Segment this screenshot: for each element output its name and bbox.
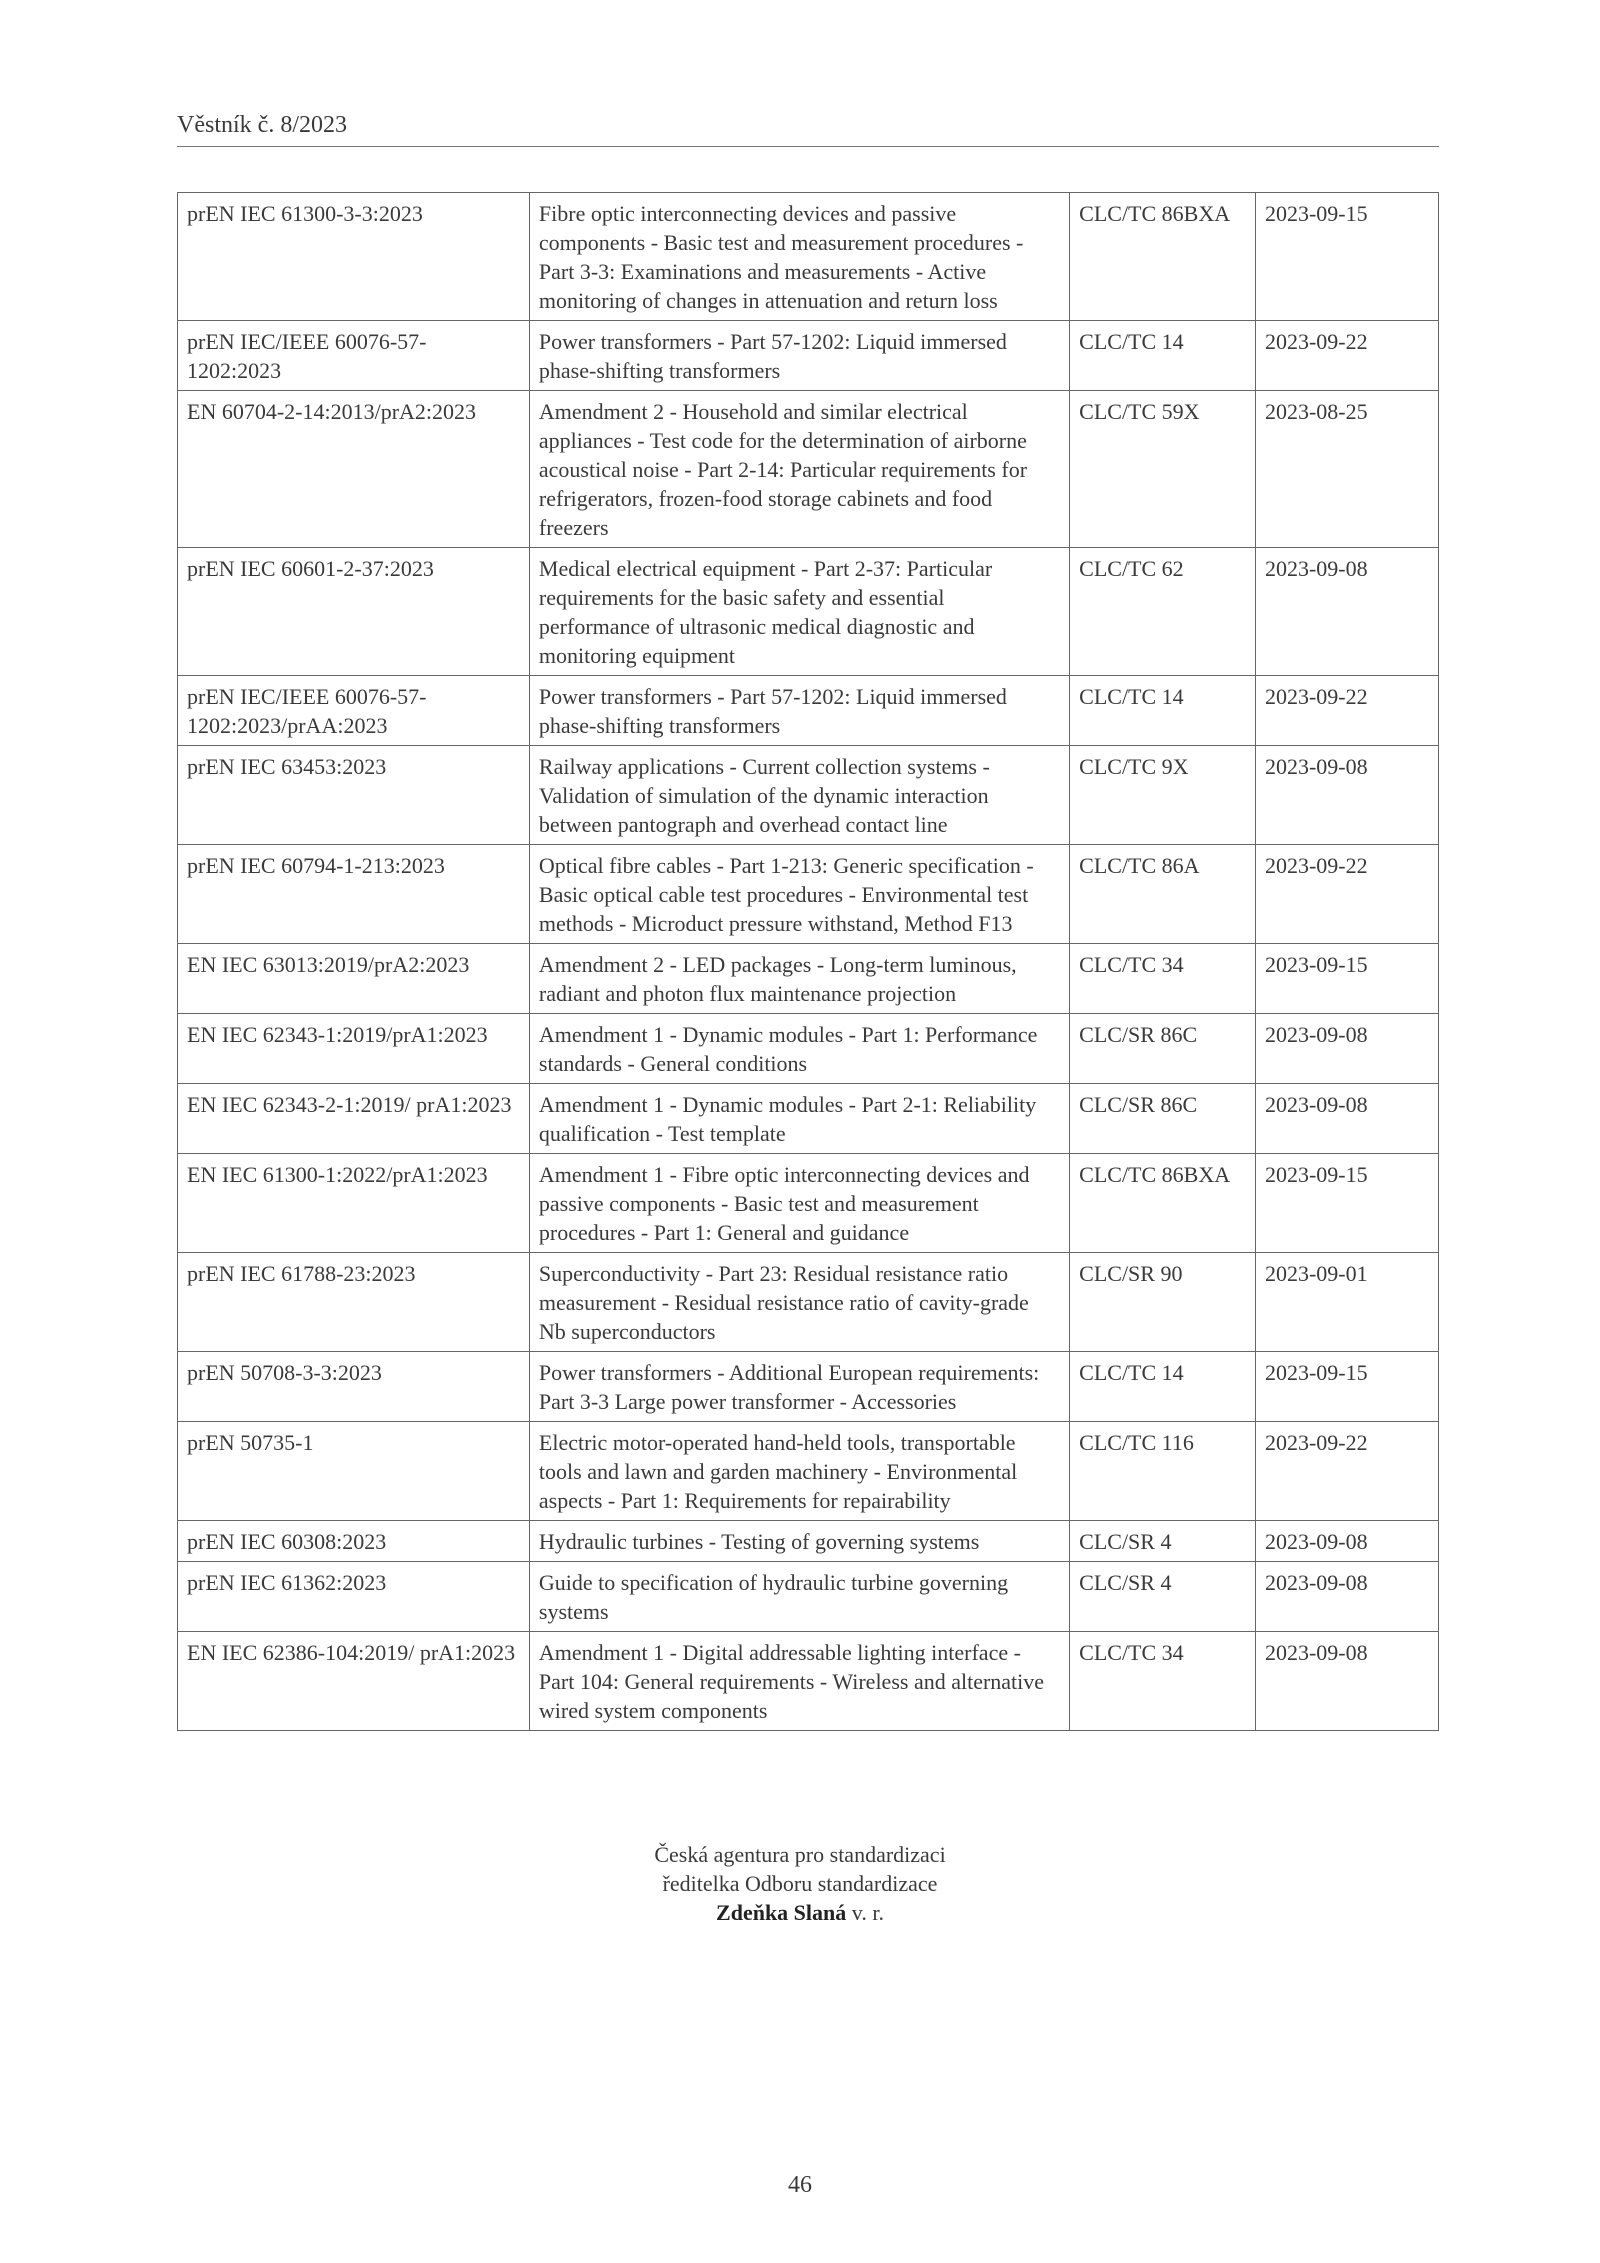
table-row [178,1352,1439,1422]
table-row [178,1014,1439,1084]
standard-code-cell: prEN IEC 60794-1-213:2023 [178,845,530,944]
page-header-title: Věstník č. 8/2023 [177,112,347,138]
table-row [178,1422,1439,1521]
standard-code-cell: EN IEC 62343-1:2019/prA1:2023 [178,1014,530,1084]
deadline-date-cell: 2023-09-08 [1255,1562,1438,1632]
committee-cell: CLC/TC 62 [1070,548,1256,676]
committee-cell: CLC/TC 14 [1070,676,1256,746]
committee-cell: CLC/SR 4 [1070,1521,1256,1562]
deadline-date-cell: 2023-09-22 [1255,1422,1438,1521]
deadline-date-cell: 2023-09-15 [1255,1352,1438,1422]
deadline-date-cell: 2023-09-22 [1255,676,1438,746]
deadline-date-cell: 2023-09-15 [1255,944,1438,1014]
table-row [178,193,1439,321]
standard-code-cell: prEN IEC 61788-23:2023 [178,1253,530,1352]
signatory-suffix: v. r. [846,1900,884,1925]
deadline-date-cell: 2023-08-25 [1255,391,1438,548]
committee-cell: CLC/SR 86C [1070,1014,1256,1084]
deadline-date-cell: 2023-09-01 [1255,1253,1438,1352]
standard-title-cell: Power transformers - Part 57-1202: Liquid immersed phase-shifting transformers [529,321,1069,391]
table-row [178,1562,1439,1632]
standard-code-cell: EN IEC 62386-104:2019/ prA1:2023 [178,1632,530,1731]
standard-title-cell: Railway applications - Current collection systems - Validation of simulation of the dynamic interaction between pantograph and overhead contact line [529,746,1069,845]
committee-cell: CLC/TC 86BXA [1070,193,1256,321]
deadline-date-cell: 2023-09-22 [1255,845,1438,944]
committee-cell: CLC/TC 14 [1070,321,1256,391]
standard-title-cell: Amendment 1 - Dynamic modules - Part 2-1: Reliability qualification - Test template [529,1084,1069,1154]
standard-title-cell: Hydraulic turbines - Testing of governing systems [529,1521,1069,1562]
standard-code-cell: prEN IEC/IEEE 60076-57-1202:2023/prAA:2023 [178,676,530,746]
committee-cell: CLC/TC 34 [1070,944,1256,1014]
standard-title-cell: Amendment 1 - Dynamic modules - Part 1: Performance standards - General conditions [529,1014,1069,1084]
deadline-date-cell: 2023-09-15 [1255,1154,1438,1253]
table-row [178,321,1439,391]
committee-cell: CLC/SR 86C [1070,1084,1256,1154]
standard-code-cell: prEN IEC 61362:2023 [178,1562,530,1632]
signatory-name: Zdeňka Slaná [716,1900,847,1925]
standard-code-cell: prEN IEC 61300-3-3:2023 [178,193,530,321]
table-row [178,845,1439,944]
standard-title-cell: Optical fibre cables - Part 1-213: Generic specification - Basic optical cable test procedures - Environmental test methods - Microduct pressure withstand, Method F13 [529,845,1069,944]
table-row [178,1084,1439,1154]
deadline-date-cell: 2023-09-22 [1255,321,1438,391]
table-row [178,1253,1439,1352]
standard-title-cell: Amendment 1 - Digital addressable lighting interface - Part 104: General requirements - Wireless and alternative wired system components [529,1632,1069,1731]
table-row [178,391,1439,548]
standard-title-cell: Power transformers - Part 57-1202: Liquid immersed phase-shifting transformers [529,676,1069,746]
signature-block [0,1840,1600,1927]
table-row [178,1632,1439,1731]
standard-code-cell: prEN IEC 60601-2-37:2023 [178,548,530,676]
committee-cell: CLC/SR 90 [1070,1253,1256,1352]
standard-code-cell: prEN IEC 63453:2023 [178,746,530,845]
table-row [178,1521,1439,1562]
standard-code-cell: EN IEC 62343-2-1:2019/ prA1:2023 [178,1084,530,1154]
table-row [178,676,1439,746]
standard-code-cell: EN 60704-2-14:2013/prA2:2023 [178,391,530,548]
standard-code-cell: prEN 50735-1 [178,1422,530,1521]
standard-title-cell: Amendment 2 - Household and similar electrical appliances - Test code for the determination of airborne acoustical noise - Part 2-14: Particular requirements for refrigerators, frozen-food storage cabinets and food freezers [529,391,1069,548]
committee-cell: CLC/TC 9X [1070,746,1256,845]
standard-title-cell: Amendment 2 - LED packages - Long-term luminous, radiant and photon flux maintenance projection [529,944,1069,1014]
committee-cell: CLC/TC 14 [1070,1352,1256,1422]
committee-cell: CLC/TC 59X [1070,391,1256,548]
deadline-date-cell: 2023-09-15 [1255,193,1438,321]
committee-cell: CLC/TC 116 [1070,1422,1256,1521]
deadline-date-cell: 2023-09-08 [1255,1084,1438,1154]
deadline-date-cell: 2023-09-08 [1255,548,1438,676]
committee-cell: CLC/TC 86A [1070,845,1256,944]
standard-code-cell: prEN IEC 60308:2023 [178,1521,530,1562]
header-divider [177,146,1439,147]
standard-code-cell: prEN 50708-3-3:2023 [178,1352,530,1422]
standard-title-cell: Amendment 1 - Fibre optic interconnecting devices and passive components - Basic test and measurement procedures - Part 1: General and guidance [529,1154,1069,1253]
standard-code-cell: EN IEC 63013:2019/prA2:2023 [178,944,530,1014]
standard-title-cell: Fibre optic interconnecting devices and passive components - Basic test and measurement procedures - Part 3-3: Examinations and measurements - Active monitoring of changes in attenuation and return loss [529,193,1069,321]
standard-title-cell: Guide to specification of hydraulic turbine governing systems [529,1562,1069,1632]
table-row [178,746,1439,845]
table-row [178,1154,1439,1253]
committee-cell: CLC/TC 34 [1070,1632,1256,1731]
standard-title-cell: Superconductivity - Part 23: Residual resistance ratio measurement - Residual resistance ratio of cavity-grade Nb superconductors [529,1253,1069,1352]
standard-code-cell: prEN IEC/IEEE 60076-57-1202:2023 [178,321,530,391]
standard-title-cell: Electric motor-operated hand-held tools, transportable tools and lawn and garden machinery - Environmental aspects - Part 1: Requirements for repairability [529,1422,1069,1521]
committee-cell: CLC/SR 4 [1070,1562,1256,1632]
deadline-date-cell: 2023-09-08 [1255,1521,1438,1562]
standard-code-cell: EN IEC 61300-1:2022/prA1:2023 [178,1154,530,1253]
table-row [178,944,1439,1014]
standards-table [177,192,1439,1731]
deadline-date-cell: 2023-09-08 [1255,746,1438,845]
agency-name: Česká agentura pro standardizaci [654,1842,946,1867]
page-number: 46 [788,2172,812,2198]
deadline-date-cell: 2023-09-08 [1255,1014,1438,1084]
committee-cell: CLC/TC 86BXA [1070,1154,1256,1253]
signatory [0,1898,1600,1927]
standards-table-body [178,193,1439,1731]
deadline-date-cell: 2023-09-08 [1255,1632,1438,1731]
standard-title-cell: Power transformers - Additional European requirements: Part 3-3 Large power transformer - Accessories [529,1352,1069,1422]
standard-title-cell: Medical electrical equipment - Part 2-37: Particular requirements for the basic safety and essential performance of ultrasonic medical diagnostic and monitoring equipment [529,548,1069,676]
signatory-role: ředitelka Odboru standardizace [662,1871,938,1896]
table-row [178,548,1439,676]
